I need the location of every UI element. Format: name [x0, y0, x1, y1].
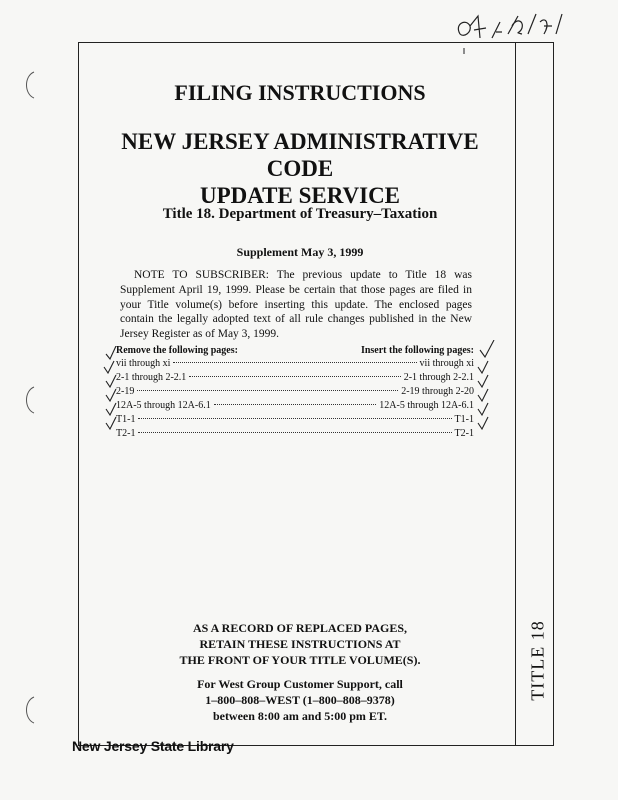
leader-dots — [189, 376, 400, 377]
checkmark-icon — [104, 388, 118, 402]
insert-pages: T2-1 — [454, 428, 474, 439]
insert-header: Insert the following pages: — [360, 345, 474, 356]
table-row — [116, 414, 474, 428]
note-to-subscriber: NOTE TO SUBSCRIBER: The previous update to Title 18 was Supplement April 19, 1999. Please be certain that those pages are filed in your Title volume(s) before inserting this update. The enclosed pages contain the legally adopted text of all rule changes published in the New Jersey Register as of May 3, 1999. — [120, 269, 472, 341]
remove-pages: 2-1 through 2-2.1 — [116, 372, 187, 383]
support-line-1: For West Group Customer Support, call — [197, 677, 403, 691]
library-stamp: New Jersey State Library — [72, 738, 234, 754]
record-notice-line-2: RETAIN THESE INSTRUCTIONS AT — [199, 637, 401, 651]
table-header — [116, 345, 474, 356]
checkmark-icon — [104, 416, 118, 430]
record-notice-line-3: THE FRONT OF YOUR TITLE VOLUME(S). — [179, 653, 421, 667]
insert-pages: T1-1 — [454, 414, 474, 425]
filing-instructions-heading: FILING INSTRUCTIONS — [174, 80, 426, 105]
checkmark-icon — [104, 374, 118, 388]
table-row — [116, 428, 474, 442]
checkmark-icon — [104, 346, 118, 360]
leader-dots — [173, 362, 416, 363]
table-row — [116, 400, 474, 414]
remove-header: Remove the following pages: — [116, 345, 238, 356]
insert-pages: 12A-5 through 12A-6.1 — [379, 400, 474, 411]
checkmark-icon — [104, 402, 118, 416]
table-row — [116, 358, 474, 372]
binder-hole-mark — [22, 70, 36, 100]
record-notice-line-1: AS A RECORD OF REPLACED PAGES, — [192, 621, 408, 635]
insert-pages: 2-1 through 2-2.1 — [403, 372, 474, 383]
support-line-3: between 8:00 am and 5:00 pm ET. — [212, 709, 388, 723]
table-row — [116, 386, 474, 400]
remove-pages: 12A-5 through 12A-6.1 — [116, 400, 211, 411]
checkmark-icon — [476, 416, 490, 430]
title-tab-label: TITLE 18 — [527, 619, 548, 701]
remove-pages: vii through xi — [116, 358, 171, 369]
remove-pages: 2-19 — [116, 386, 135, 397]
checkmark-icon — [478, 340, 496, 358]
leader-dots — [138, 418, 451, 419]
checkmark-icon — [476, 402, 490, 416]
leader-dots — [137, 390, 398, 391]
insert-pages: 2-19 through 2-20 — [401, 386, 474, 397]
checkmark-icon — [476, 360, 490, 374]
code-title — [90, 128, 510, 209]
remove-pages: T2-1 — [116, 428, 136, 439]
supplement-date: Supplement May 3, 1999 — [236, 245, 364, 259]
checkmark-icon — [476, 388, 490, 402]
checkmark-icon — [476, 374, 490, 388]
code-title-line-2: UPDATE SERVICE — [199, 183, 401, 208]
support-line-2: 1–800–808–WEST (1–800–808–9378) — [205, 693, 395, 707]
customer-support-info — [90, 676, 510, 724]
table-row — [116, 372, 474, 386]
page-replacement-table — [116, 345, 474, 442]
code-title-line-1: NEW JERSEY ADMINISTRATIVE CODE — [121, 129, 479, 181]
leader-dots — [138, 432, 451, 433]
binder-hole-mark — [22, 385, 36, 415]
remove-pages: T1-1 — [116, 414, 136, 425]
record-notice — [90, 620, 510, 668]
insert-pages: vii through xi — [419, 358, 474, 369]
department-subtitle: Title 18. Department of Treasury–Taxation — [162, 206, 438, 222]
leader-dots — [214, 404, 377, 405]
binder-hole-mark — [22, 695, 36, 725]
title-tab — [508, 619, 568, 701]
checkmark-icon — [102, 360, 116, 374]
